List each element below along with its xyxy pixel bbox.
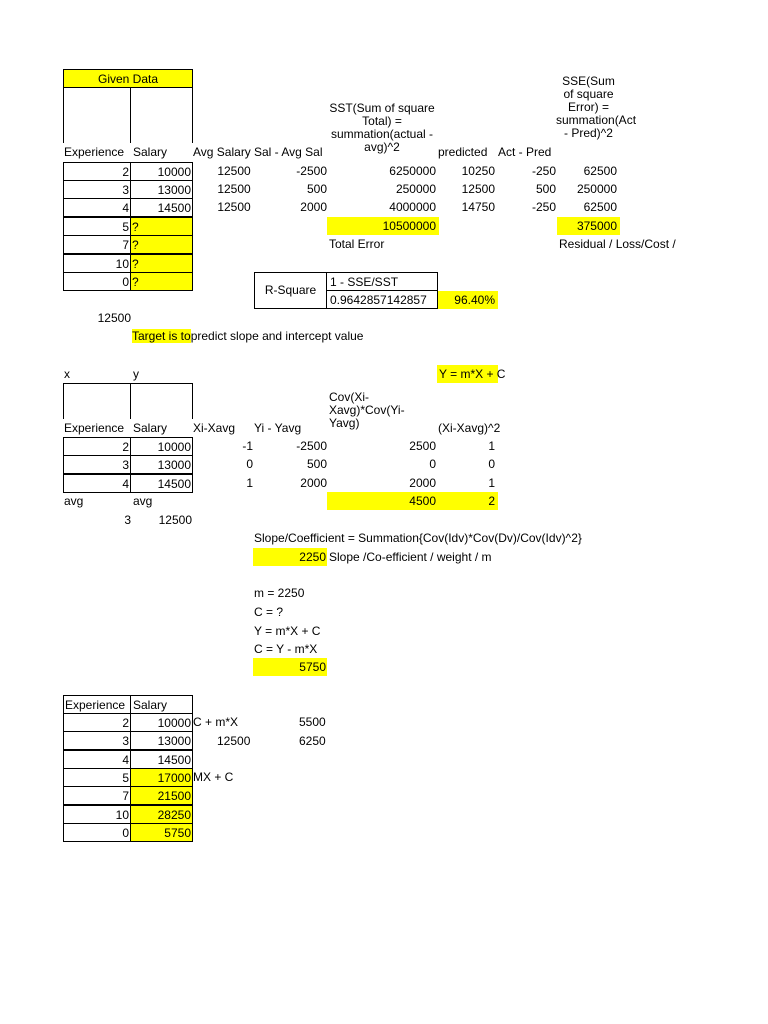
header-predicted[interactable]: predicted bbox=[438, 145, 488, 159]
s2-header-yi-yavg[interactable]: Yi - Yavg bbox=[254, 421, 302, 435]
s2-header-experience[interactable]: Experience bbox=[64, 421, 125, 435]
target-highlight[interactable]: Target is to bbox=[132, 329, 191, 343]
s2-row-dy[interactable]: 2000 bbox=[300, 476, 327, 490]
table-row-avg[interactable]: 12500 bbox=[217, 164, 251, 178]
unknown-row-sal[interactable]: ? bbox=[131, 235, 193, 254]
y-line[interactable]: Y = m*X + C bbox=[254, 624, 321, 638]
slope-value[interactable]: 2250 bbox=[253, 548, 327, 566]
given-data-header[interactable]: Given Data bbox=[63, 69, 193, 88]
avg-y-value[interactable]: 12500 bbox=[158, 513, 192, 527]
r-square-label[interactable]: R-Square bbox=[254, 272, 327, 309]
r-square-percent[interactable]: 96.40% bbox=[438, 291, 498, 309]
header-avg-salary[interactable]: Avg Salary bbox=[193, 145, 251, 159]
sst-total[interactable]: 10500000 bbox=[327, 217, 439, 235]
r-square-formula[interactable]: 1 - SSE/SST bbox=[327, 272, 438, 291]
avg-x-value[interactable]: 3 bbox=[124, 513, 131, 527]
table-row-sst[interactable]: 6250000 bbox=[389, 164, 436, 178]
header-act-minus-pred[interactable]: Act - Pred bbox=[498, 145, 552, 159]
table-row-exp[interactable]: 2 bbox=[63, 162, 131, 181]
header-sst[interactable]: SST(Sum of square Total) = summation(actual - avg)^2 bbox=[329, 101, 435, 154]
header-divider bbox=[130, 88, 131, 143]
unknown-row-exp[interactable]: 10 bbox=[63, 254, 131, 273]
slope-formula[interactable]: Slope/Coefficient = Summation{Cov(Idv)*Cov(Dv)/Cov(Idv)^2} bbox=[254, 531, 582, 545]
table-row-pred[interactable]: 14750 bbox=[461, 200, 495, 214]
s3-row-exp[interactable]: 4 bbox=[63, 750, 131, 769]
val-12500[interactable]: 12500 bbox=[217, 734, 251, 748]
equation[interactable]: Y = m*X + C bbox=[439, 367, 506, 381]
table-row-sal[interactable]: 10000 bbox=[131, 162, 193, 181]
s2-row-sal[interactable]: 10000 bbox=[131, 437, 193, 456]
unknown-row-exp[interactable]: 5 bbox=[63, 217, 131, 236]
c-line[interactable]: C = ? bbox=[254, 605, 284, 619]
sse-total[interactable]: 375000 bbox=[557, 217, 620, 235]
table-row-avg[interactable]: 12500 bbox=[217, 182, 251, 196]
s3-row-sal[interactable]: 10000 bbox=[131, 713, 193, 732]
target-rest[interactable]: predict slope and intercept value bbox=[190, 329, 364, 343]
table-row-diff[interactable]: 2000 bbox=[300, 200, 327, 214]
s2-row-sal[interactable]: 13000 bbox=[131, 455, 193, 474]
table-row-exp[interactable]: 4 bbox=[63, 198, 131, 217]
header-sal-minus-avg[interactable]: Sal - Avg Sal bbox=[254, 145, 323, 159]
s2-row-cov[interactable]: 2500 bbox=[409, 439, 436, 453]
residual-label[interactable]: Residual / Loss/Cost / bbox=[559, 237, 676, 251]
table-row-ap[interactable]: -250 bbox=[531, 200, 556, 214]
s2-row-sq[interactable]: 1 bbox=[488, 476, 495, 490]
s3-row-sal[interactable]: 5750 bbox=[131, 823, 193, 842]
c-plus-mx[interactable]: C + m*X bbox=[193, 715, 239, 729]
s3-row-exp[interactable]: 2 bbox=[63, 713, 131, 732]
s2-row-exp[interactable]: 2 bbox=[63, 437, 131, 456]
s2-header-cov[interactable]: Cov(Xi-Xavg)*Cov(Yi-Yavg) bbox=[329, 390, 405, 430]
s3-row-exp[interactable]: 10 bbox=[63, 805, 131, 824]
table-row-sse[interactable]: 62500 bbox=[583, 200, 617, 214]
table-row-sst[interactable]: 4000000 bbox=[389, 200, 436, 214]
s2-row-dy[interactable]: 500 bbox=[306, 457, 327, 471]
s3-row-sal[interactable]: 13000 bbox=[131, 731, 193, 750]
target-text bbox=[132, 327, 363, 345]
table-row-pred[interactable]: 12500 bbox=[461, 182, 495, 196]
s3-header-experience[interactable]: Experience bbox=[63, 695, 131, 714]
unknown-row-exp[interactable]: 0 bbox=[63, 272, 131, 291]
s3-row-sal[interactable]: 17000 bbox=[131, 768, 193, 787]
table-row-sal[interactable]: 13000 bbox=[131, 180, 193, 199]
x-label[interactable]: x bbox=[64, 367, 70, 381]
s2-row-sq[interactable]: 0 bbox=[488, 457, 495, 471]
s2-header-salary[interactable]: Salary bbox=[133, 421, 168, 435]
header-spacer bbox=[63, 88, 193, 143]
unknown-row-sal[interactable]: ? bbox=[131, 217, 193, 236]
s3-row-exp[interactable]: 7 bbox=[63, 786, 131, 805]
table-row-sse[interactable]: 250000 bbox=[576, 182, 617, 196]
table-row-avg[interactable]: 12500 bbox=[217, 200, 251, 214]
s2-header-spacer bbox=[63, 383, 193, 419]
y-label[interactable]: y bbox=[133, 367, 139, 381]
s2-row-cov[interactable]: 2000 bbox=[409, 476, 436, 490]
table-row-diff[interactable]: 500 bbox=[306, 182, 327, 196]
s2-row-exp[interactable]: 3 bbox=[63, 455, 131, 474]
s2-header-xi-xavg[interactable]: Xi-Xavg bbox=[193, 421, 236, 435]
s3-row-exp[interactable]: 5 bbox=[63, 768, 131, 787]
unknown-row-exp[interactable]: 7 bbox=[63, 235, 131, 254]
c-value[interactable]: 5750 bbox=[253, 658, 327, 676]
s2-row-dx[interactable]: -1 bbox=[242, 439, 253, 453]
s3-row-sal[interactable]: 14500 bbox=[131, 750, 193, 769]
table-row-sse[interactable]: 62500 bbox=[583, 164, 617, 178]
header-sse[interactable]: SSE(Sum of square Error) = summation(Act - Pred)^2 bbox=[556, 74, 637, 140]
s2-row-sq[interactable]: 1 bbox=[488, 439, 495, 453]
table-row-ap[interactable]: -250 bbox=[531, 164, 556, 178]
s2-row-exp[interactable]: 4 bbox=[63, 474, 131, 493]
slope-text[interactable]: Slope /Co-efficient / weight / m bbox=[329, 550, 492, 564]
avg-label-y[interactable]: avg bbox=[133, 494, 153, 508]
val-6250[interactable]: 6250 bbox=[299, 734, 326, 748]
avg-label-x[interactable]: avg bbox=[64, 494, 84, 508]
c-formula[interactable]: C = Y - m*X bbox=[254, 642, 318, 656]
s2-row-dx[interactable]: 1 bbox=[246, 476, 253, 490]
s3-row-sal[interactable]: 21500 bbox=[131, 786, 193, 805]
unknown-row-sal[interactable]: ? bbox=[131, 272, 193, 291]
s3-row-exp[interactable]: 0 bbox=[63, 823, 131, 842]
table-row-sal[interactable]: 14500 bbox=[131, 198, 193, 217]
s3-header-salary[interactable]: Salary bbox=[131, 695, 193, 714]
s2-row-cov[interactable]: 0 bbox=[429, 457, 436, 471]
s2-header-divider bbox=[130, 383, 131, 419]
unknown-row-sal[interactable]: ? bbox=[131, 254, 193, 273]
table-row-ap[interactable]: 500 bbox=[535, 182, 556, 196]
s2-header-sq[interactable]: (Xi-Xavg)^2 bbox=[438, 421, 501, 435]
table-row-exp[interactable]: 3 bbox=[63, 180, 131, 199]
mx-plus-c[interactable]: MX + C bbox=[193, 770, 234, 784]
header-salary[interactable]: Salary bbox=[133, 145, 168, 159]
s3-row-exp[interactable]: 3 bbox=[63, 731, 131, 750]
avg-value[interactable]: 12500 bbox=[97, 311, 131, 325]
s2-row-sal[interactable]: 14500 bbox=[131, 474, 193, 493]
cov-total[interactable]: 4500 bbox=[327, 492, 439, 510]
r-square-value[interactable]: 0.9642857142857 bbox=[327, 291, 438, 309]
table-row-diff[interactable]: -2500 bbox=[296, 164, 327, 178]
table-row-sst[interactable]: 250000 bbox=[395, 182, 436, 196]
s2-row-dy[interactable]: -2500 bbox=[296, 439, 327, 453]
s2-row-dx[interactable]: 0 bbox=[246, 457, 253, 471]
m-line[interactable]: m = 2250 bbox=[254, 586, 305, 600]
sq-total[interactable]: 2 bbox=[438, 492, 498, 510]
table-row-pred[interactable]: 10250 bbox=[461, 164, 495, 178]
val-5500[interactable]: 5500 bbox=[299, 715, 326, 729]
s3-row-sal[interactable]: 28250 bbox=[131, 805, 193, 824]
total-error-label[interactable]: Total Error bbox=[329, 237, 385, 251]
header-experience[interactable]: Experience bbox=[64, 145, 125, 159]
